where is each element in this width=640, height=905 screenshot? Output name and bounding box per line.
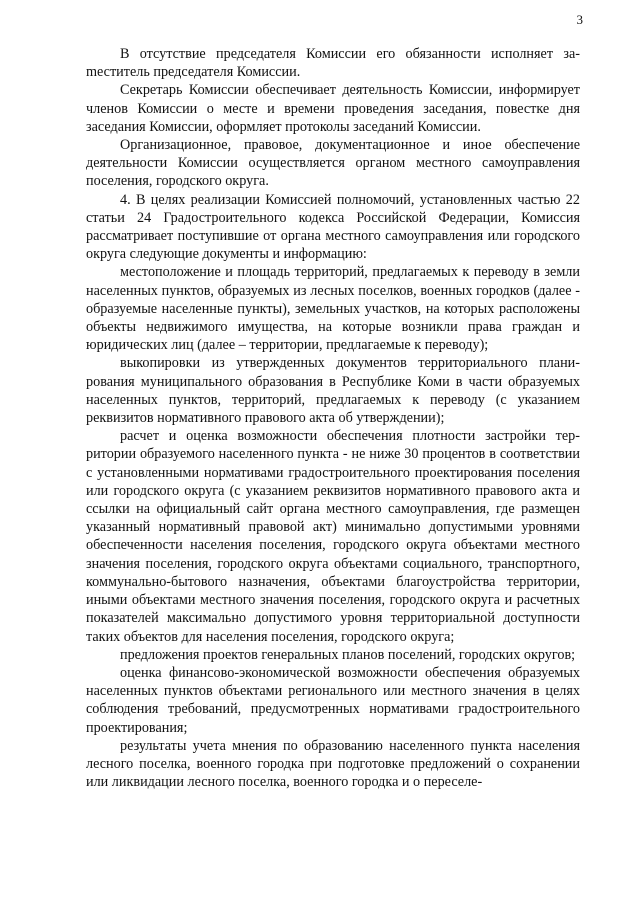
paragraph-deputy-chair: В отсутствие председателя Комиссии его обязанности исполняет заmеститель председателя Комиссии. — [86, 46, 580, 81]
paragraph-general-plans: предложения проектов генеральных планов поселений, городских округов; — [120, 646, 576, 663]
document-body — [86, 45, 580, 791]
page-number: 3 — [576, 12, 583, 27]
paragraph-extracts: выкопировки из утвержденных документов территориального планирования муниципального образования в Республике Коми в части образуемых населенных пунктов, территорий, предлагаемых к переводу (с указанием реквизитов нормативного правового акта об утверждении); — [86, 355, 580, 427]
paragraph-density-calculation: расчет и оценка возможности обеспечения плотности застройки территории образуемого населенного пункта - не ниже 30 процентов в соответствии с установленными нормативами градостроительного проектирования поселения или городского округа (с указанием реквизитов нормативного правового акта и ссылки на официальный сайт органа местного самоуправления, где размещен указанный нормативный правовой акт) минимально допустимыми уровнями обеспеченности населения поселения, городского округа объектами местного значения поселения, городского округа объектами социального, транспортного, коммунально-бытового назначения, объектами благоустройства территории, иными объектами местного значения поселения, городского округа и расчетных показателей максимально допустимого уровня территориальной доступности таких объектов для населения поселения, городского округа; — [86, 428, 580, 645]
paragraph-item-4: 4. В целях реализации Комиссией полномочий, установленных частью 22 статьи 24 Градостроительного кодекса Российской Федерации, Комиссия рассматривает поступившие от органа местного самоуправления или городского округа следующие документы и информацию: — [86, 191, 580, 263]
paragraph-financial-assessment: оценка финансово-экономической возможности обеспечения образуемых населенных пунктов объектами регионального или местного значения в целях соблюдения требований, предусмотренных нормативами градостроительного проектирования; — [86, 664, 580, 736]
paragraph-location-area: местоположение и площадь территорий, предлагаемых к переводу в земли населенных пунктов, образуемых из лесных поселков, военных городков (далее - образуемые населенные пункты), земельных участков, на которых расположены объекты недвижимого имущества, на которые возникли права граждан и юридических лиц (далее – территории, предлагаемые к переводу); — [86, 264, 580, 354]
paragraph-opinion-results: результаты учета мнения по образованию населенного пункта населения лесного поселка, военного городка при подготовке предложений о сохранении или ликвидации лесного поселка, военного городка и о переселе- — [86, 737, 580, 791]
paragraph-support: Организационное, правовое, документационное и иное обеспечение деятельности Комиссии осуществляется органом местного самоуправления поселения, городского округа. — [86, 137, 580, 190]
paragraph-secretary: Секретарь Комиссии обеспечивает деятельность Комиссии, информирует членов Комиссии о месте и времени проведения заседания, повестке дня заседания Комиссии, оформляет протоколы заседаний Комиссии. — [86, 82, 580, 135]
